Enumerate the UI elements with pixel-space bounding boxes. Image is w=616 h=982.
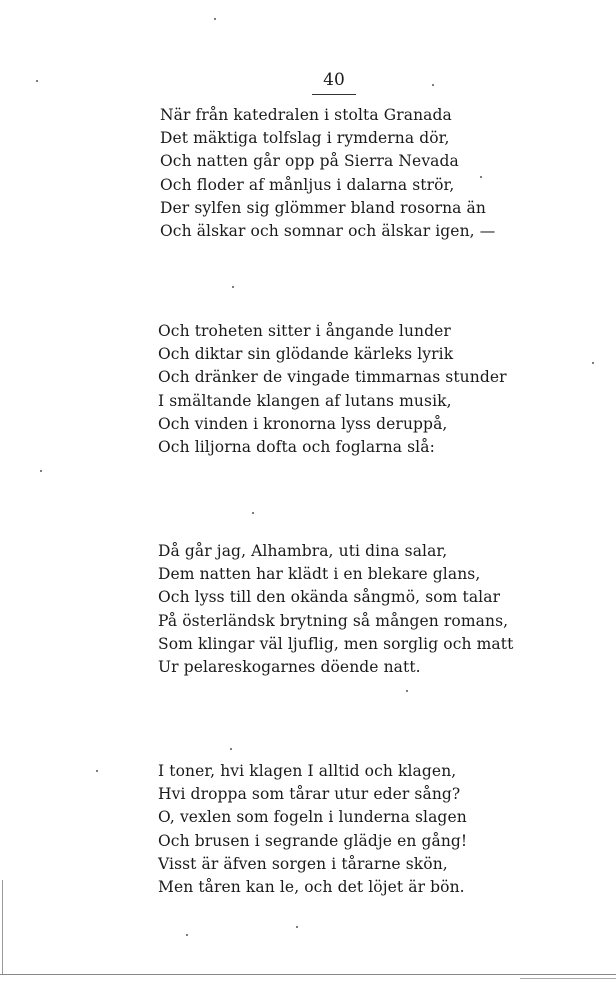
paper-speck (432, 84, 434, 86)
paper-speck (96, 770, 98, 772)
verse-line: När från katedralen i stolta Granada (160, 106, 452, 124)
verse-line: Dem natten har klädt i en blekare glans, (158, 565, 481, 584)
paper-speck (232, 286, 234, 288)
verse-line: Som klingar väl ljuflig, men sorglig och matt (158, 634, 514, 653)
paper-speck (252, 512, 254, 514)
verse-line: Och troheten sitter i ångande lunder (158, 322, 451, 340)
verse-line: Och dränker de vingade timmarnas stunder (158, 368, 507, 387)
verse-line: På österländsk brytning så mången romans, (158, 611, 509, 630)
verse-line: Och diktar sin glödande kärleks lyrik (158, 345, 454, 364)
stanza-4 (158, 760, 467, 899)
stanza-1 (160, 104, 495, 243)
page-edge-left (2, 880, 3, 974)
verse-line: Och natten går opp på Sierra Nevada (160, 152, 459, 171)
paper-speck (230, 748, 232, 750)
paper-speck (36, 80, 38, 82)
paper-speck (40, 470, 42, 472)
verse-line: Och vinden i kronorna lyss deruppå, (158, 414, 448, 433)
page-number-rule (312, 94, 356, 95)
verse-line: Och lyss till den okända sångmö, som talar (158, 588, 501, 607)
verse-line: O, vexlen som fogeln i lunderna slagen (158, 808, 467, 827)
verse-line: I smältande klangen af lutans musik, (158, 391, 452, 410)
stanza-3 (158, 540, 513, 679)
paper-speck (480, 176, 482, 178)
verse-line: Och brusen i segrande glädje en gång! (158, 831, 468, 850)
paper-speck (406, 690, 408, 692)
page-edge-bottom (0, 974, 616, 975)
verse-line: Ur pelareskogarnes döende natt. (158, 658, 421, 677)
verse-line: Men tåren kan le, och det löjet är bön. (158, 878, 465, 897)
verse-line: Och floder af månljus i dalarna strör, (160, 175, 455, 194)
verse-line: I toner, hvi klagen I alltid och klagen, (158, 762, 457, 780)
verse-line: Och älskar och somnar och älskar igen, — (160, 222, 496, 241)
paper-speck (214, 18, 216, 20)
verse-line: Hvi droppa som tårar utur eder sång? (158, 785, 461, 804)
page-edge-bottom-shadow (520, 978, 616, 979)
verse-line: Och liljorna dofta och foglarna slå: (158, 438, 435, 457)
paper-speck (592, 362, 594, 364)
verse-line: Då går jag, Alhambra, uti dina salar, (158, 542, 448, 560)
verse-line: Det mäktiga tolfslag i rymderna dör, (160, 129, 450, 148)
paper-speck (296, 926, 298, 928)
stanza-2 (158, 320, 507, 459)
verse-line: Visst är äfven sorgen i tårarne skön, (158, 854, 448, 873)
verse-line: Der sylfen sig glömmer bland rosorna än (160, 198, 486, 217)
page-number: 40 (323, 70, 345, 90)
paper-speck (186, 934, 188, 936)
